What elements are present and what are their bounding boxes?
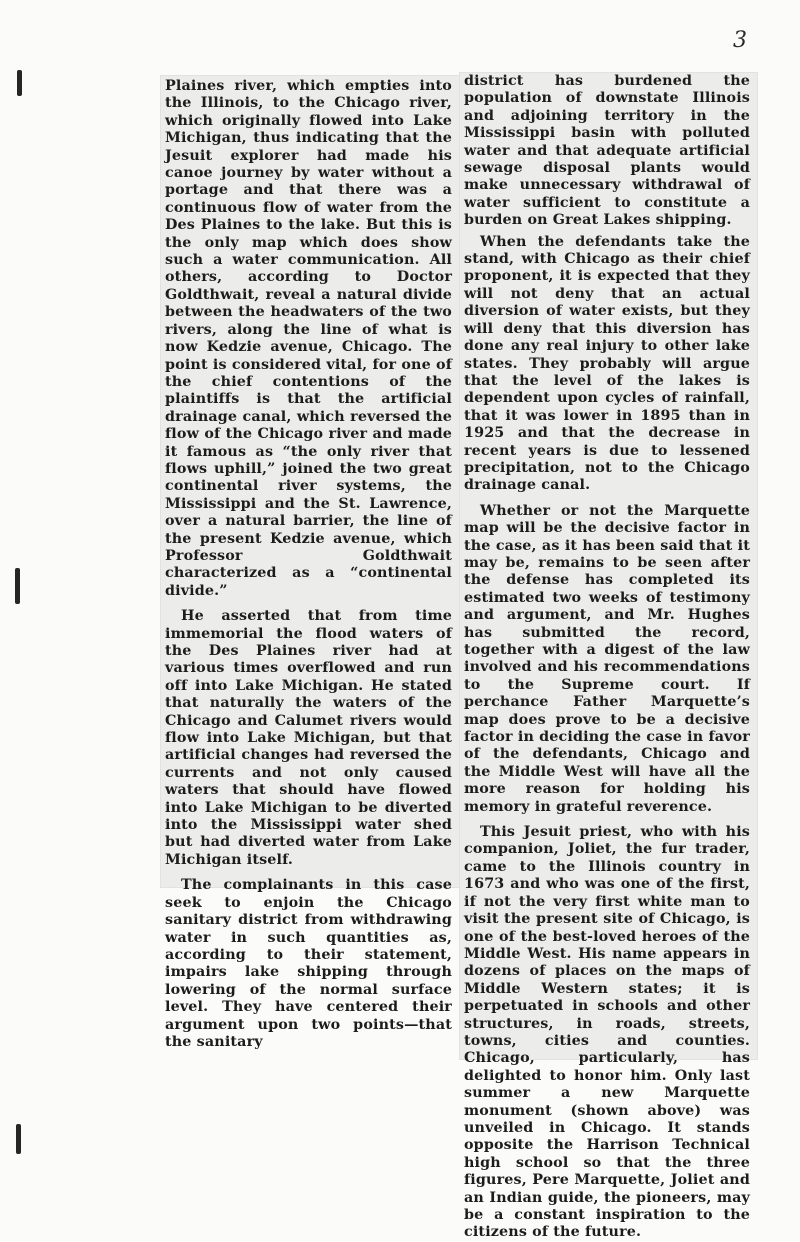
binding-mark-top — [17, 70, 22, 96]
right-paragraph-1: district has burdened the population of downstate Illinois and adjoining territory in the Mississippi basin with polluted water and that adequate artificial sewage disposal plants would make unnecessary withdrawal of water sufficient to constitute a burden on Great Lakes shipping. — [464, 73, 750, 229]
article-right-column — [464, 73, 750, 1242]
page-number: 3 — [733, 28, 747, 53]
binding-mark-bottom — [16, 1124, 21, 1154]
right-paragraph-4: This Jesuit priest, who with his companion, Joliet, the fur trader, came to the Illinois country in 1673 and who was one of the first, if not the very first white man to visit the present site of Chicago, is one of the best-loved heroes of the Middle West. His name appears in dozens of places on the maps of Middle Western states; it is perpetuated in schools and other structures, in roads, streets, towns, cities and counties. Chicago, particularly, has delighted to honor him. Only last summer a new Marquette monument (shown above) was unveiled in Chicago. It stands opposite the Harrison Technical high school so that the three figures, Pere Marquette, Joliet and an Indian guide, the pioneers, may be a constant inspiration to the citizens of the future. — [464, 824, 750, 1241]
article-left-column — [165, 78, 452, 1051]
left-paragraph-2: He asserted that from time immemorial the flood waters of the Des Plaines river had at various times overflowed and run off into Lake Michigan. He stated that naturally the waters of the Chicago and Calumet rivers would flow into Lake Michigan, but that artificial changes had reversed the currents and not only caused waters that should have flowed into Lake Michigan to be diverted into the Mississippi water shed but had diverted water from Lake Michigan itself. — [165, 608, 452, 868]
right-paragraph-3: Whether or not the Marquette map will be the decisive factor in the case, as it has been said that it may be, remains to be seen after the defense has completed its estimated two weeks of testimony and argument, and Mr. Hughes has submitted the record, together with a digest of the law involved and his recommendations to the Supreme court. If perchance Father Marquette’s map does prove to be a decisive factor in deciding the case in favor of the defendants, Chicago and the Middle West will have all the more reason for holding his memory in grateful reverence. — [464, 502, 750, 815]
left-paragraph-1: Plaines river, which empties into the Illinois, to the Chicago river, which originally flowed into Lake Michigan, thus indicating that the Jesuit explorer had made his canoe journey by water without a portage and that there was a continuous flow of water from the Des Plaines to the lake. But this is the only map which does show such a water communication. All others, according to Doctor Goldthwait, reveal a natural divide between the headwaters of the two rivers, along the line of what is now Kedzie avenue, Chicago. The point is considered vital, for one of the chief contentions of the plaintiffs is that the artificial drainage canal, which reversed the flow of the Chicago river and made it famous as “the only river that flows uphill,” joined the two great continental river systems, the Mississippi and the St. Lawrence, over a natural barrier, the line of the present Kedzie avenue, which Professor Goldthwait characterized as a “continental divide.” — [165, 78, 452, 599]
left-paragraph-3: The complainants in this case seek to enjoin the Chicago sanitary district from withdrawing water in such quantities as, according to their statement, impairs lake shipping through lowering of the normal surface level. They have centered their argument upon two points—that the sanitary — [165, 877, 452, 1050]
binding-mark-middle — [15, 568, 20, 604]
right-paragraph-2: When the defendants take the stand, with Chicago as their chief proponent, it is expected that they will not deny that an actual diversion of water exists, but they will deny that this diversion has done any real injury to other lake states. They probably will argue that the level of the lakes is dependent upon cycles of rainfall, that it was lower in 1895 than in 1925 and that the decrease in recent years is due to lessened precipitation, not to the Chicago drainage canal. — [464, 233, 750, 494]
